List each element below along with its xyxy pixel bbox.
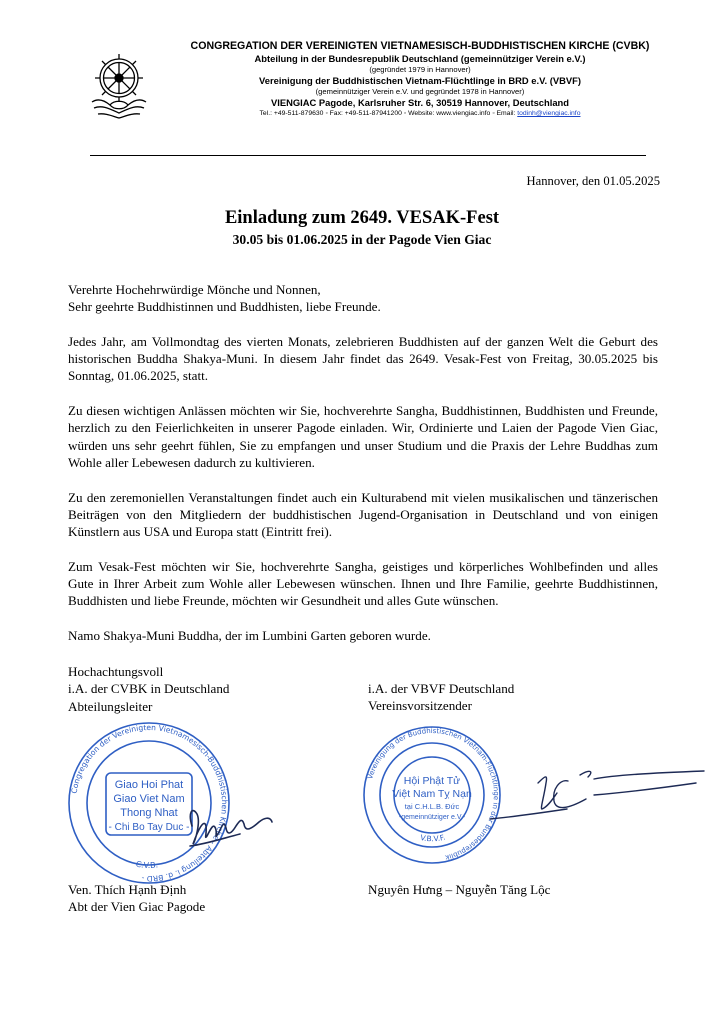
- paragraph-1: Jedes Jahr, am Vollmondtag des vierten Monats, zelebrieren Buddhisten auf der ganzen Welt die Geburt des historischen Buddha Shakya-Muni. In diesem Jahr findet das 2649. Vesak-Fest von Freitag, 30.05.2025 bis Sonntag, 01.06.2025, statt.: [68, 333, 658, 384]
- greeting-line-1: Verehrte Hochehrwürdige Mönche und Nonnen,: [68, 282, 321, 297]
- letter-subtitle: 30.05 bis 01.06.2025 in der Pagode Vien Giac: [232, 232, 492, 247]
- greeting: [68, 281, 658, 316]
- closing-right-org: i.A. der VBVF Deutschland: [368, 681, 515, 696]
- closing-left-org: i.A. der CVBK in Deutschland: [68, 681, 230, 697]
- signatory-left: [68, 881, 205, 916]
- stamp-left-line-4: - Chi Bo Tay Duc -: [108, 822, 190, 833]
- contact-text: Tel.: +49-511-879630 ◦ Fax: +49-511-87941200 ◦ Website: www.viengiac.info ◦ Email:: [259, 110, 518, 117]
- paragraph-4: Zum Vesak-Fest möchten wir Sie, hochverehrte Sangha, geistiges und körperliches Wohlbefinden und alles Gute in Ihrer Arbeit zum Wohle aller Lebewesen wünschen. Ihnen und Ihre Familie, geehrte Buddhistinnen, Buddhisten und liebe Freunde, möchten wir Gesundheit und alles Gute wünschen.: [68, 558, 658, 609]
- stamp-cvbk: [64, 718, 294, 888]
- letterhead: [155, 40, 685, 119]
- stamp-right-ring-text: Vereinigung der Buddhistischen Vietnam-Flüchtlinge in der Bundesrepublik: [366, 726, 501, 862]
- closing-right: [368, 680, 514, 715]
- stamp-right-line-4: -gemeinnütziger e.V.-: [398, 814, 466, 821]
- stamp-right-ring-bottom: V.B.V.F.: [419, 832, 447, 844]
- closing-left-role: Abteilungsleiter: [68, 698, 153, 714]
- closing-left: [68, 663, 229, 715]
- closing-regards: Hochachtungsvoll: [68, 664, 164, 679]
- stamp-left-line-3: Thong Nhat: [120, 807, 178, 819]
- stamp-left-line-2: Giao Viet Nam: [113, 793, 185, 805]
- letter-date: Hannover, den 01.05.2025: [526, 174, 660, 188]
- org-contact: [155, 109, 685, 119]
- namo-line: Namo Shakya-Muni Buddha, der im Lumbini Garten geboren wurde.: [68, 627, 431, 643]
- dharma-wheel-lotus-icon: [84, 50, 154, 122]
- header-divider: [90, 155, 646, 156]
- stamp-right-line-3: tại C.H.L.B. Đức: [404, 802, 460, 811]
- org-vbvf-founded: (gemeinnütziger Verein e.V. und gegründet 1978 in Hannover): [315, 87, 525, 96]
- stamp-left-ring-bottom: C.V.B.: [134, 859, 159, 871]
- stamp-right-line-2: Việt Nam Tỵ Nạn: [392, 788, 472, 800]
- email-link[interactable]: todinh@viengiac.info: [517, 110, 581, 117]
- letter-title: Einladung zum 2649. VESAK-Fest: [224, 208, 500, 228]
- org-name-cvbk: CONGREGATION DER VEREINIGTEN VIETNAMESISCH-BUDDHISTISCHEN KIRCHE (CVBK): [190, 40, 650, 52]
- stamp-vbvf: [362, 717, 712, 867]
- org-department: Abteilung in der Bundesrepublik Deutschland (gemeinnütziger Verein e.V.): [254, 53, 586, 64]
- stamp-right-line-1: Hội Phật Tử: [403, 775, 461, 787]
- signature-left-icon: [190, 811, 272, 846]
- paragraph-2: Zu diesen wichtigen Anlässen möchten wir Sie, hochverehrte Sangha, Buddhistinnen, Buddhisten und Freunde, herzlich zu den Feierlichkeiten in unserer Pagode einladen. Wir, Ordinierte und Laien der Pagode Vien Giac, würden uns sehr geehrt fühlen, Sie zu empfangen und unser Studium und die Praxis der Lehre Buddhas zum Wohle aller Lebewesen dadurch zu kultivieren.: [68, 403, 658, 470]
- org-founded: (gegründet 1979 in Hannover): [369, 65, 471, 74]
- svg-text:V.B.V.F.: [419, 833, 446, 844]
- stamp-left-line-1: Giao Hoi Phat: [114, 779, 184, 791]
- closing-right-role: Vereinsvorsitzender: [368, 698, 472, 714]
- stamp-left-ring-text: Congregation der Vereinigten Vietnamesisch-Buddhistischen Kirche - Abteilung i. d. BRD -: [69, 722, 230, 884]
- svg-text:C.V.B.: [135, 859, 159, 870]
- signatory-right-name: Nguyên Hưng – Nguyễn Tăng Lộc: [368, 882, 551, 897]
- signatory-right: [368, 881, 551, 898]
- signatory-left-name: Ven. Thích Hạnh Định: [68, 882, 187, 897]
- letter-body: [68, 281, 658, 662]
- org-name-vbvf: Vereinigung der Buddhistischen Vietnam-Flüchtlinge in BRD e.V. (VBVF): [259, 75, 581, 86]
- signature-right-icon: [490, 771, 704, 819]
- greeting-line-2: Sehr geehrte Buddhistinnen und Buddhisten, liebe Freunde.: [68, 299, 381, 315]
- signatory-left-title: Abt der Vien Giac Pagode: [68, 899, 206, 915]
- paragraph-3: Zu den zeremoniellen Veranstaltungen findet auch ein Kulturabend mit vielen musikalischen und tänzerischen Beiträgen von den Mitgliedern der buddhistischen Jugend-Organisation in Deutschland und von einigen Künstlern aus USA und Europa statt (Eintritt frei).: [68, 489, 658, 540]
- org-address: VIENGIAC Pagode, Karlsruher Str. 6, 30519 Hannover, Deutschland: [270, 97, 570, 108]
